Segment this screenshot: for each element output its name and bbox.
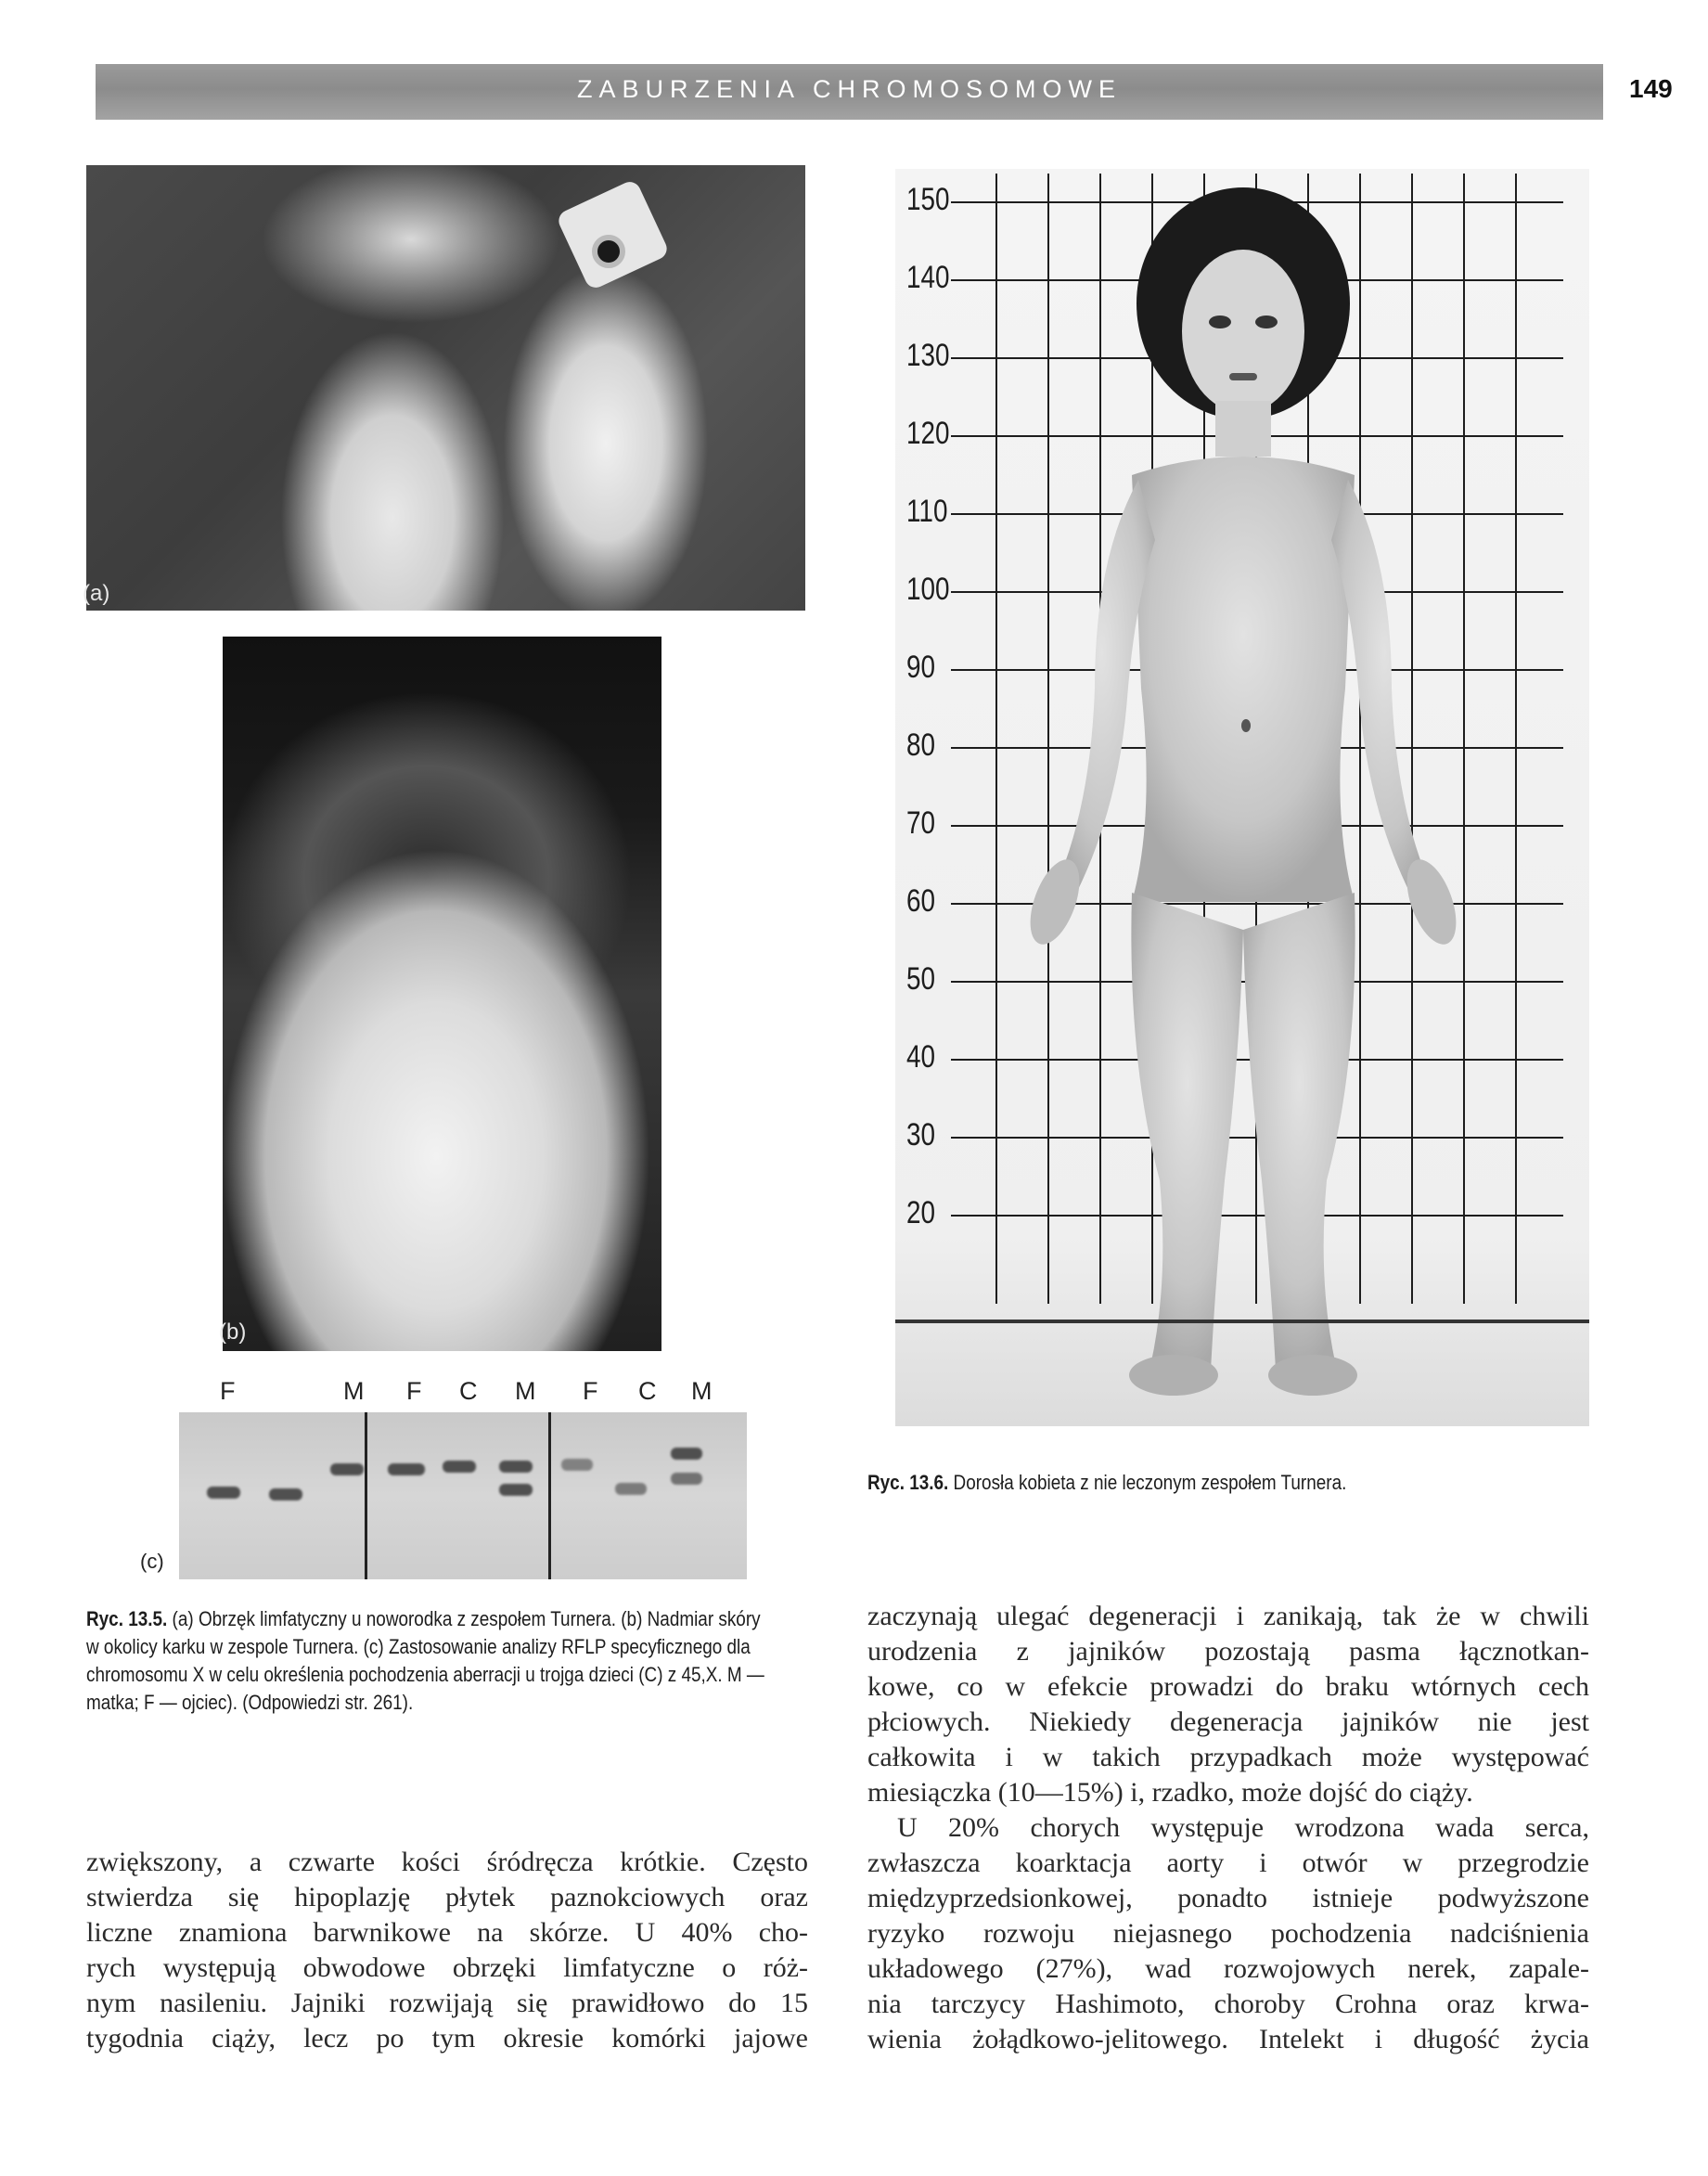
text-line: nym nasileniu. Jajniki rozwijają się prawidłowo do 15 [86, 1988, 808, 2018]
page-number: 149 [1629, 74, 1673, 103]
gel-lane-label: M [343, 1377, 365, 1405]
gel-lane-label: M [691, 1377, 713, 1405]
height-scale-label: 50 [906, 961, 936, 997]
figure-13-6-caption-text: Dorosła kobieta z nie leczonym zespołem Turnera. [948, 1471, 1347, 1494]
text-line: międzyprzedsionkowej, ponadto istnieje podwyższone [867, 1883, 1589, 1913]
height-scale-label: 40 [906, 1039, 936, 1075]
figure-13-5-number: Ryc. 13.5. [86, 1607, 168, 1630]
running-header-title: ZABURZENIA CHROMOSOMOWE [576, 75, 1122, 103]
photo-13-5-a-lymphedema-feet [83, 165, 805, 611]
gel-band [499, 1484, 533, 1496]
text-line: zwłaszcza koarktacja aorty i otwór w przegrodzie [867, 1848, 1589, 1878]
photo-13-5-b-webbed-neck [219, 637, 661, 1351]
gel-lane-divider [365, 1412, 367, 1579]
photo-13-5-c-rflp-gel [179, 1412, 747, 1579]
gel-lane-label: F [406, 1377, 422, 1405]
gel-band [330, 1463, 364, 1475]
panel-a-label: (a) [83, 581, 110, 606]
gel-lane-label: C [459, 1377, 478, 1405]
running-header-bar [96, 64, 1603, 120]
photo-13-6-adult-woman-height-chart [895, 169, 1589, 1426]
text-line: zwiększony, a czwarte kości śródręcza krótkie. Często [86, 1847, 808, 1877]
height-scale-label: 60 [906, 883, 936, 919]
gel-band [671, 1448, 702, 1460]
text-line: rych występują obwodowe obrzęki limfatyczne o róż- [86, 1952, 808, 1983]
gel-lane-label: F [220, 1377, 236, 1405]
gel-lane-label: M [515, 1377, 536, 1405]
height-scale-label: 130 [906, 338, 950, 373]
text-line: kowe, co w efekcie prowadzi do braku wtórnych cech [867, 1671, 1589, 1702]
text-line: układowego (27%), wad rozwojowych nerek, zapale- [867, 1953, 1589, 1984]
height-scale-label: 100 [906, 572, 950, 607]
text-line: miesiączka (10—15%) i, rzadko, może dojść do ciąży. [867, 1777, 1473, 1808]
text-line: U 20% chorych występuje wrodzona wada serca, [897, 1812, 1589, 1843]
text-line: płciowych. Niekiedy degeneracja jajników nie jest [867, 1706, 1589, 1737]
left-column-body-text [86, 1845, 808, 2056]
gel-lane-label: C [638, 1377, 657, 1405]
height-scale-label: 80 [906, 727, 936, 763]
height-scale-label: 140 [906, 260, 950, 295]
gel-lane-divider [548, 1412, 551, 1579]
gel-band [443, 1461, 476, 1473]
band-clasp-icon [592, 235, 625, 268]
panel-b-label: (b) [219, 1320, 247, 1345]
text-line: stwierdza się hipoplazję płytek paznokciowych oraz [86, 1882, 808, 1912]
figure-13-5-caption-text: (a) Obrzęk limfatyczny u noworodka z zespołem Turnera. (b) Nadmiar skóry w okolicy karku w zespole Turnera. (c) Zastosowanie analizy RFLP specyficznego dla chromosomu X w celu określenia pochodzenia aberracji u trojga dzieci (C) z 45,X. M — matka; F — ojciec). (Odpowiedzi str. 261). [86, 1607, 764, 1714]
gel-band [388, 1463, 425, 1475]
figure-13-6-number: Ryc. 13.6. [867, 1471, 949, 1494]
text-line: urodzenia z jajników pozostają pasma łącznotkan- [867, 1636, 1589, 1667]
gel-band [615, 1483, 647, 1495]
text-line: ryzyko rozwoju niejasnego pochodzenia nadciśnienia [867, 1918, 1589, 1949]
text-line: tygodnia ciąży, lecz po tym okresie komórki jajowe [86, 2023, 808, 2054]
height-scale-label: 30 [906, 1117, 936, 1152]
text-line: całkowita i w takich przypadkach może występować [867, 1742, 1589, 1772]
gel-band [207, 1487, 240, 1499]
right-column-body-text [867, 1599, 1589, 2057]
gel-band [499, 1461, 533, 1473]
height-scale-label: 90 [906, 650, 936, 685]
text-line: nia tarczycy Hashimoto, choroby Crohna oraz krwa- [867, 1989, 1589, 2019]
height-scale-label: 70 [906, 805, 936, 841]
height-scale-label: 110 [906, 494, 948, 529]
figure-13-6-caption [867, 1469, 1586, 1497]
text-line: liczne znamiona barwnikowe na skórze. U 40% cho- [86, 1917, 808, 1948]
height-scale-label: 150 [906, 182, 950, 217]
text-line: zaczynają ulegać degeneracji i zanikają, tak że w chwili [867, 1601, 1589, 1631]
gel-band [269, 1488, 302, 1500]
height-scale-label: 20 [906, 1195, 936, 1230]
height-scale-label: 120 [906, 416, 950, 451]
gel-lane-label: F [583, 1377, 598, 1405]
text-line: wienia żołądkowo-jelitowego. Intelekt i długość życia [867, 2024, 1589, 2054]
figure-13-5-caption [86, 1605, 764, 1717]
panel-c-label: (c) [140, 1550, 164, 1573]
gel-band [671, 1473, 702, 1485]
gel-band [561, 1459, 593, 1471]
woman-figure-silhouette [895, 169, 1589, 1426]
